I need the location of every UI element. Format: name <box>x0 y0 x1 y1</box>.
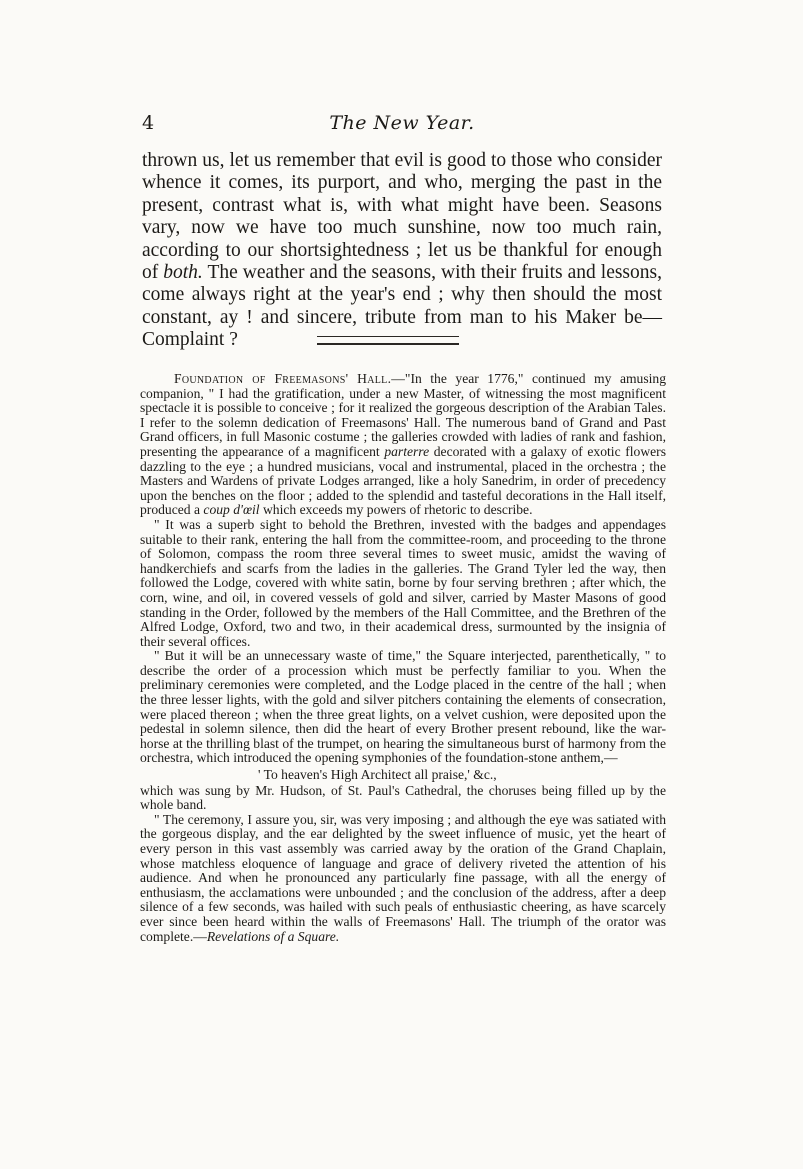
intro-section <box>142 150 662 352</box>
page-header <box>142 112 662 140</box>
article-source: Revelations of a Square. <box>206 928 340 944</box>
article-p1-text-c: which exceeds my powers of rhetoric to describe. <box>259 502 533 518</box>
article-p1-emphasis-2: coup d'œil <box>203 502 260 518</box>
running-title: The New Year. <box>329 112 475 134</box>
article-paragraph-2: " It was a superb sight to behold the Brethren, invested with the badges and appendages suitable to their rank, entering the hall from the committee-room, and proceeding to the throne of Solomon, compass the room three several times to sweet music, amidst the waving of handkerchiefs and scarfs from the ladies in the galleries. The Grand Tyler led the way, then followed the Lodge, covered with white satin, borne by four serving brethren ; after which, the corn, wine, and oil, in covered vessels of gold and silver, carried by Master Masons of good standing in the Order, followed by the members of the Hall Committee, and the Brethren of the Alfred Lodge, Oxford, two and two, in their academical dress, surmounted by the insignia of their several offices. <box>140 516 666 649</box>
article-paragraph-1 <box>140 372 666 518</box>
intro-text: thrown us, let us remember that evil is good to those who consider whence it comes, its purport, and who, merging the past in the present, contrast what is, with what might have been. Seasons vary, now we have too much sunshine, now too much rain, according to our shortsightedness ; let us be thankful for enough of <box>142 150 662 284</box>
intro-paragraph <box>142 150 662 352</box>
intro-emphasis: both. <box>163 262 203 284</box>
article-paragraph-3: " But it will be an unnecessary waste of time," the Square interjected, parenthetically, " to describe the order of a procession which must be perfectly familiar to you. When the preliminary ceremonies were completed, and the Lodge placed in the centre of the hall ; when the three lesser lights, with the gold and silver pitchers containing the elements of consecration, were placed thereon ; when the three great lights, on a velvet cushion, were deposited upon the pedestal in solemn silence, then did the heart of every Brother present rebound, like the war-horse at the thrilling blast of the trumpet, on hearing the simultaneous burst of harmony from the orchestra, which introduced the opening symphonies of the foundation-stone anthem,— <box>140 648 666 766</box>
intro-text-end: The weather and the seasons, with their fruits and lessons, come always right at the year's end ; why then should the most constant, ay ! and sincere, tribute from man to his Maker be—Complaint ? <box>142 262 662 351</box>
article-paragraph-4: which was sung by Mr. Hudson, of St. Paul's Cathedral, the choruses being filled up by the whole band. <box>140 782 666 813</box>
article-p1-text-b: decorated with a galaxy of exotic flowers dazzling to the eye ; a hundred musicians, vocal and instrumental, placed in the orchestra ; the Masters and Wardens of private Lodges arranged, like a holy Sanedrim, in order of precedency upon the benches on the floor ; added to the splendid and tasteful decorations in the Hall itself, produced a <box>140 443 666 518</box>
article-paragraph-5 <box>140 813 666 944</box>
anthem-verse: ' To heaven's High Architect all praise,' &c., <box>258 767 497 783</box>
article-p1-text-a: —"In the year 1776," continued my amusing companion, " I had the gratification, under a new Master, of witnessing the most magnificent spectacle it is possible to conceive ; for it realized the gorgeous description of the Arabian Tales. I refer to the solemn dedication of Freemasons' Hall. The numerous band of Grand and Past Grand officers, in full Masonic costume ; the galleries crowded with ladies of rank and fashion, presenting the appearance of a magnificent <box>140 371 667 459</box>
article-p1-emphasis-1: parterre <box>384 443 430 459</box>
article-heading: Foundation of Freemasons' Hall. <box>174 371 392 386</box>
page-number: 4 <box>142 112 155 134</box>
article-section <box>140 372 666 944</box>
article-p5-text: " The ceremony, I assure you, sir, was very imposing ; and although the eye was satiated with the gorgeous display, and the ear delighted by the sweet influence of music, yet the heart of every person in this vast assembly was carried away by the oration of the Grand Chaplain, whose matchless eloquence of language and grace of delivery riveted the attention of his audience. And when he pronounced any particularly fine passage, with all the energy of enthusiasm, the acclamations were unbounded ; and the conclusion of the address, after a deep silence of a few seconds, was hailed with such peals of enthusiastic cheering, as have scarcely ever since been heard within the walls of Freemasons' Hall. The triumph of the orator was complete.— <box>140 811 666 944</box>
section-divider <box>317 336 459 345</box>
